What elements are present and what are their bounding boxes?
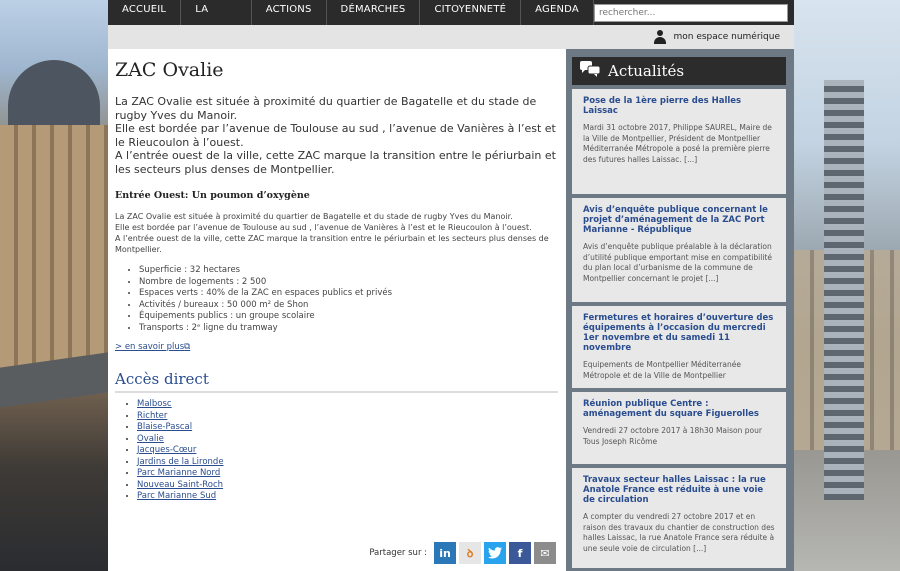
share-label: Partager sur : [369,548,427,558]
nav-item-accueil[interactable]: ACCUEIL [108,0,181,25]
nav-item-actions[interactable]: ACTIONS [252,0,327,25]
espace-numerique-link[interactable] [653,30,780,44]
list-item [137,480,558,492]
user-icon [653,30,667,44]
section-subheading: Entrée Ouest: Un poumon d’oxygène [115,190,310,201]
more-info-label: > en savoir plus [115,342,185,352]
search-input[interactable] [594,4,788,22]
twitter-icon[interactable] [484,542,506,564]
acces-link-jardins-lironde[interactable]: Jardins de la Lironde [137,456,224,467]
news-item[interactable] [572,198,786,302]
linkedin-icon[interactable]: in [434,542,456,564]
acces-link-malbosc[interactable]: Malbosc [137,399,172,409]
news-item-text: Avis d’enquête publique préalable à la déclaration d’utilité publique emportant mise en compatibilité du plan local d’urbanisme de la commune de Montpellier concernant le projet [...] [583,242,772,283]
fact-item: • Superficie : 32 hectares [139,265,558,277]
fact-item: • Espaces verts : 40% de la ZAC en espaces publics et privés [139,288,558,300]
acces-link-richter[interactable]: Richter [137,410,168,421]
nav-item-la-ville[interactable]: LA [181,0,252,25]
intro-paragraph: La ZAC Ovalie est située à proximité du quartier de Bagatelle et du stade de rugby Yves du Manoir. [115,95,537,122]
espace-numerique-label: mon espace numérique [673,32,780,42]
lattice-tower [824,80,864,500]
news-item-text: A compter du vendredi 27 octobre 2017 et en raison des travaux du chantier de construction des halles Laissac, la rue Anatole France sera réduite à une seule voie de circulation [...] [583,512,775,553]
acces-link-parc-marianne-sud[interactable]: Parc Marianne Sud [137,491,217,501]
list-item [137,399,558,411]
user-bar [108,25,794,49]
intro-paragraph: Elle est bordée par l’avenue de Toulouse au sud , l’avenue de Vanières à l’est et le Rieucoulon à l’ouest. [115,122,556,149]
news-item-title[interactable]: Fermetures et horaires d’ouverture des équipements à l’occasion du mercredi 1er novembre et du samedi 11 novembre [583,313,774,353]
news-item[interactable] [572,306,786,388]
building-facade [0,125,108,385]
news-header [572,57,786,85]
list-item [137,422,558,434]
facts-list [115,265,558,334]
acces-link-blaise-pascal[interactable]: Blaise-Pascal [137,422,193,432]
list-item [137,411,558,423]
news-item-title[interactable]: Réunion publique Centre : aménagement du square Figuerolles [583,399,759,419]
fact-item: • Activités / bureaux : 50 000 m² de Shon [139,300,558,312]
facebook-icon[interactable]: f [509,542,531,564]
news-sidebar [572,57,786,571]
news-item-text: Vendredi 27 octobre 2017 à 18h30 Maison pour Tous Joseph Ricôme [583,426,762,446]
news-item-title[interactable]: Travaux secteur halles Laissac : la rue Anatole France est réduite à une voie de circulation [583,475,766,505]
building-dome [8,60,100,130]
nav-item-agenda[interactable]: AGENDA [521,0,594,25]
list-item [137,491,558,503]
speech-bubbles-icon [580,61,600,81]
acces-link-nouveau-saint-roch[interactable]: Nouveau Saint-Roch [137,479,224,490]
acces-direct-list [115,399,558,503]
news-item-title[interactable]: Pose de la 1ère pierre des Halles Laissac [583,96,742,116]
intro-paragraph: A l’entrée ouest de la ville, cette ZAC marque la transition entre le périurbain et les secteurs plus denses de Montpellier. [115,149,556,176]
acces-link-ovalie[interactable]: Ovalie [137,433,164,444]
list-item [137,457,558,469]
list-item [137,434,558,446]
news-item[interactable] [572,392,786,464]
news-item-title[interactable]: Avis d’enquête publique concernant le projet d’aménagement de la ZAC Port Marianne - République [583,205,768,235]
viadeo-icon[interactable]: ꝺ [459,542,481,564]
body-paragraph: La ZAC Ovalie est située à proximité du quartier de Bagatelle et du stade de rugby Yves du Manoir. [115,212,513,221]
fact-item: • Nombre de logements : 2 500 [139,277,558,289]
news-item-text: Equipements de Montpellier Méditerranée Métropole et de la Ville de Montpellier [583,360,741,380]
share-bar [369,542,556,564]
news-item[interactable] [572,468,786,568]
main-content [108,49,566,571]
body-paragraph: A l’entrée ouest de la ville, cette ZAC marque la transition entre le périurbain et les secteurs plus denses de Montpellier. [115,234,549,254]
acces-link-parc-marianne-nord[interactable]: Parc Marianne Nord [137,468,221,478]
fact-item: • Équipements publics : un groupe scolaire [139,311,558,323]
more-info-link[interactable] [115,342,190,352]
fact-item: • Transports : 2ᵉ ligne du tramway [139,323,558,335]
acces-direct-heading: Accès direct [115,370,558,393]
news-item-text: Mardi 31 octobre 2017, Philippe SAUREL, Maire de la Ville de Montpellier, Président de Montpellier Méditerranée Métropole a posé la première pierre des futures halles Laissac. [...] [583,123,772,164]
external-link-icon: ⧉ [184,342,191,352]
nav-item-citoyennete[interactable]: CITOYENNETÉ [420,0,521,25]
list-item [137,445,558,457]
email-icon[interactable]: ✉ [534,542,556,564]
news-title: Actualités [608,62,685,80]
background-photo-left [0,0,108,571]
news-item[interactable] [572,89,786,194]
acces-link-jacques-coeur[interactable]: Jacques-Cœur [137,445,197,455]
main-navigation [108,0,794,25]
intro-text [115,95,558,176]
background-photo-right [794,0,900,571]
page-title: ZAC Ovalie [115,59,224,81]
body-paragraph: Elle est bordée par l’avenue de Toulouse au sud , l’avenue de Vanières à l’est et le Rieucoulon à l’ouest. [115,223,532,232]
nav-item-demarches[interactable]: DÉMARCHES [327,0,421,25]
section-body [115,211,558,255]
list-item [137,468,558,480]
